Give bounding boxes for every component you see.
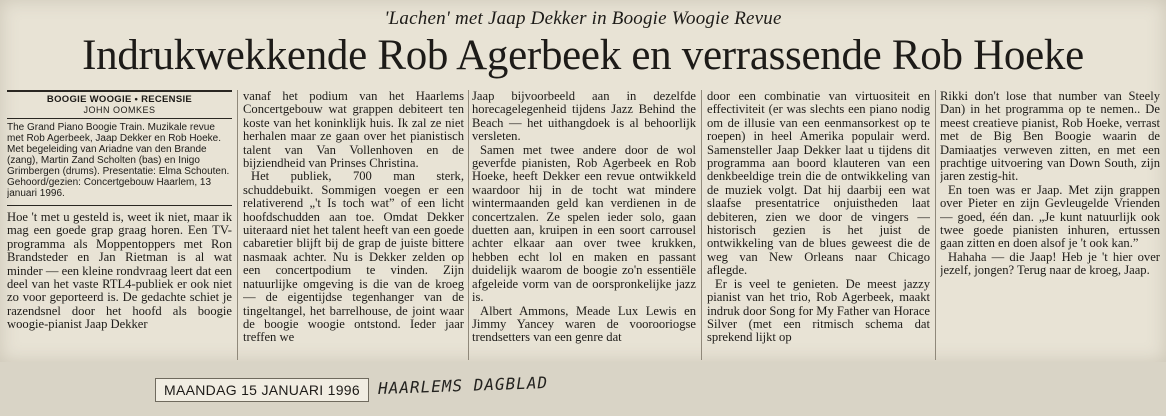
paragraph: Hahaha — die Jaap! Heb je 't hier over jezelf, jongen? Terug naar de kroeg, Jaap.: [940, 249, 1160, 278]
author-byline: JOHN OOMKES: [7, 105, 232, 119]
column-divider: [701, 90, 702, 360]
column-3: [472, 90, 696, 362]
article-headline: Indrukwekkende Rob Agerbeek en verrassende Rob Hoeke: [82, 32, 1084, 79]
publication-date: MAANDAG 15 JANUARI 1996: [155, 378, 369, 402]
paragraph: door een combinatie van virtuositeit en effectiviteit (er was slechts een piano nodig om de illusie van een eenmansorkest op te roepen) in heel Amerika populair werd. Samensteller Jaap Dekker laat u tijdens dit programma aan boord klauteren van een denkbeeldige trein die de ontwikkeling van de muziek volgt. Dat hij daarbij een wat slaafse presentatrice onjuistheden laat debiteren, zien we door de vingers — historisch gezien is het juist de ontwikkeling van de blues geweest die de weg van New Orleans naar Chicago aflegde.: [707, 90, 930, 278]
paragraph: Jaap bijvoorbeeld aan in dezelfde horecagelegenheid tijdens Jazz Behind the Beach — het uithangdoek is al behoorlijk versleten.: [472, 90, 696, 144]
column-1: [7, 90, 232, 362]
section-label: BOOGIE WOOGIE • RECENSIE: [7, 90, 232, 105]
column-5: [940, 90, 1160, 322]
column-divider: [935, 90, 936, 360]
paragraph: Het publiek, 700 man sterk, schuddebuikt. Sommigen voegen er een relativerend „'t Is toch wat” of een licht hoofdschudden aan toe. Omdat Dekker uiteraard niet het talent heeft van een goede cabaretier blijft bij de grap de juiste bittere nasmaak achter. Nu is Dekker zelden op een concertpodium te vinden. Zijn natuurlijke omgeving is die van de kroeg — de eigentijdse tegenhanger van de tingeltangel, het barrelhouse, de joint waar de boogie woogie ontstond. Ieder jaar treffen we: [243, 169, 464, 345]
column-divider: [468, 90, 469, 360]
article-kicker: 'Lachen' met Jaap Dekker in Boogie Woogie Revue: [384, 8, 782, 29]
performance-details: The Grand Piano Boogie Train. Muzikale revue met Rob Agerbeek, Jaap Dekker en Rob Hoeke. Met begeleiding van Ariadne van den Brande (zang), Martin Zand Scholten (bas) en Inigo Grimbergen (drums). Presentatie: Elma Schouten. Gehoord/gezien: Concertgebouw Haarlem, 13 januari 1996.: [7, 122, 230, 199]
paragraph: Rikki don't lose that number van Steely Dan) in het programma op te nemen.. De meest creatieve pianist, Rob Hoeke, verrast met de Big Ben Boogie waarin de Damiaatjes verweven zitten, en met een prachtige uitvoering van Down South, zijn jaren zestig-hit.: [940, 90, 1160, 184]
paragraph: En toen was er Jaap. Met zijn grappen over Pieter en zijn Gevleugelde Vrienden — goed, één dan. „Je kunt natuurlijk ook twee goede pianisten inhuren, ertussen gaan zitten en doen alsof je 't ook kan.”: [940, 182, 1160, 251]
column-divider: [237, 90, 238, 360]
column-2: [243, 90, 464, 360]
infobox-divider: [7, 205, 232, 206]
paragraph: Hoe 't met u gesteld is, weet ik niet, maar ik mag een goede grap graag horen. Een TV-programma als Moppentoppers met Ron Brandsteder en Jan Rietman is al wat minder — een kleine rondvraag leert dat een deel van het vaste RTL4-publiek er ook niet zo voor geporteerd is. De gedachte schiet je razendsnel door het hoofd als boogie woogie-pianist Jaap Dekker: [7, 210, 232, 332]
review-infobox: [7, 90, 232, 199]
paragraph: Albert Ammons, Meade Lux Lewis en Jimmy Yancey waren de voorooriogse trendsetters van een genre dat: [472, 303, 696, 345]
paragraph: Samen met twee andere door de wol geverfde pianisten, Rob Agerbeek en Rob Hoeke, heeft Dekker een revue ontwikkeld waardoor hij in de tocht wat mindere wintermaanden geld kan verdienen in de concertzalen. Ze spelen ieder solo, gaan duetten aan, kruipen in een soort carrousel achter elkaar aan over twee krukken, hebben echt lol en maken en passant duidelijk waarom de boogie zo'n essentiële afgeleide vorm van de oorspronkelijke jazz is.: [472, 142, 696, 305]
column-4: [707, 90, 930, 362]
paragraph: vanaf het podium van het Haarlems Concertgebouw wat grappen debiteert ten koste van het koninklijk huis. Ik zal ze niet herhalen maar ze gaan over het pianistisch talent van Van Vollenhoven en de bijziendheid van Prinses Christina.: [243, 90, 464, 171]
handwritten-source-note: HAARLEMS DAGBLAD: [377, 373, 549, 398]
paragraph: Er is veel te genieten. De meest jazzy pianist van het trio, Rob Agerbeek, maakt indruk door Song for My Father van Horace Silver (met een ritmisch schema dat sprekend lijkt op: [707, 276, 930, 345]
